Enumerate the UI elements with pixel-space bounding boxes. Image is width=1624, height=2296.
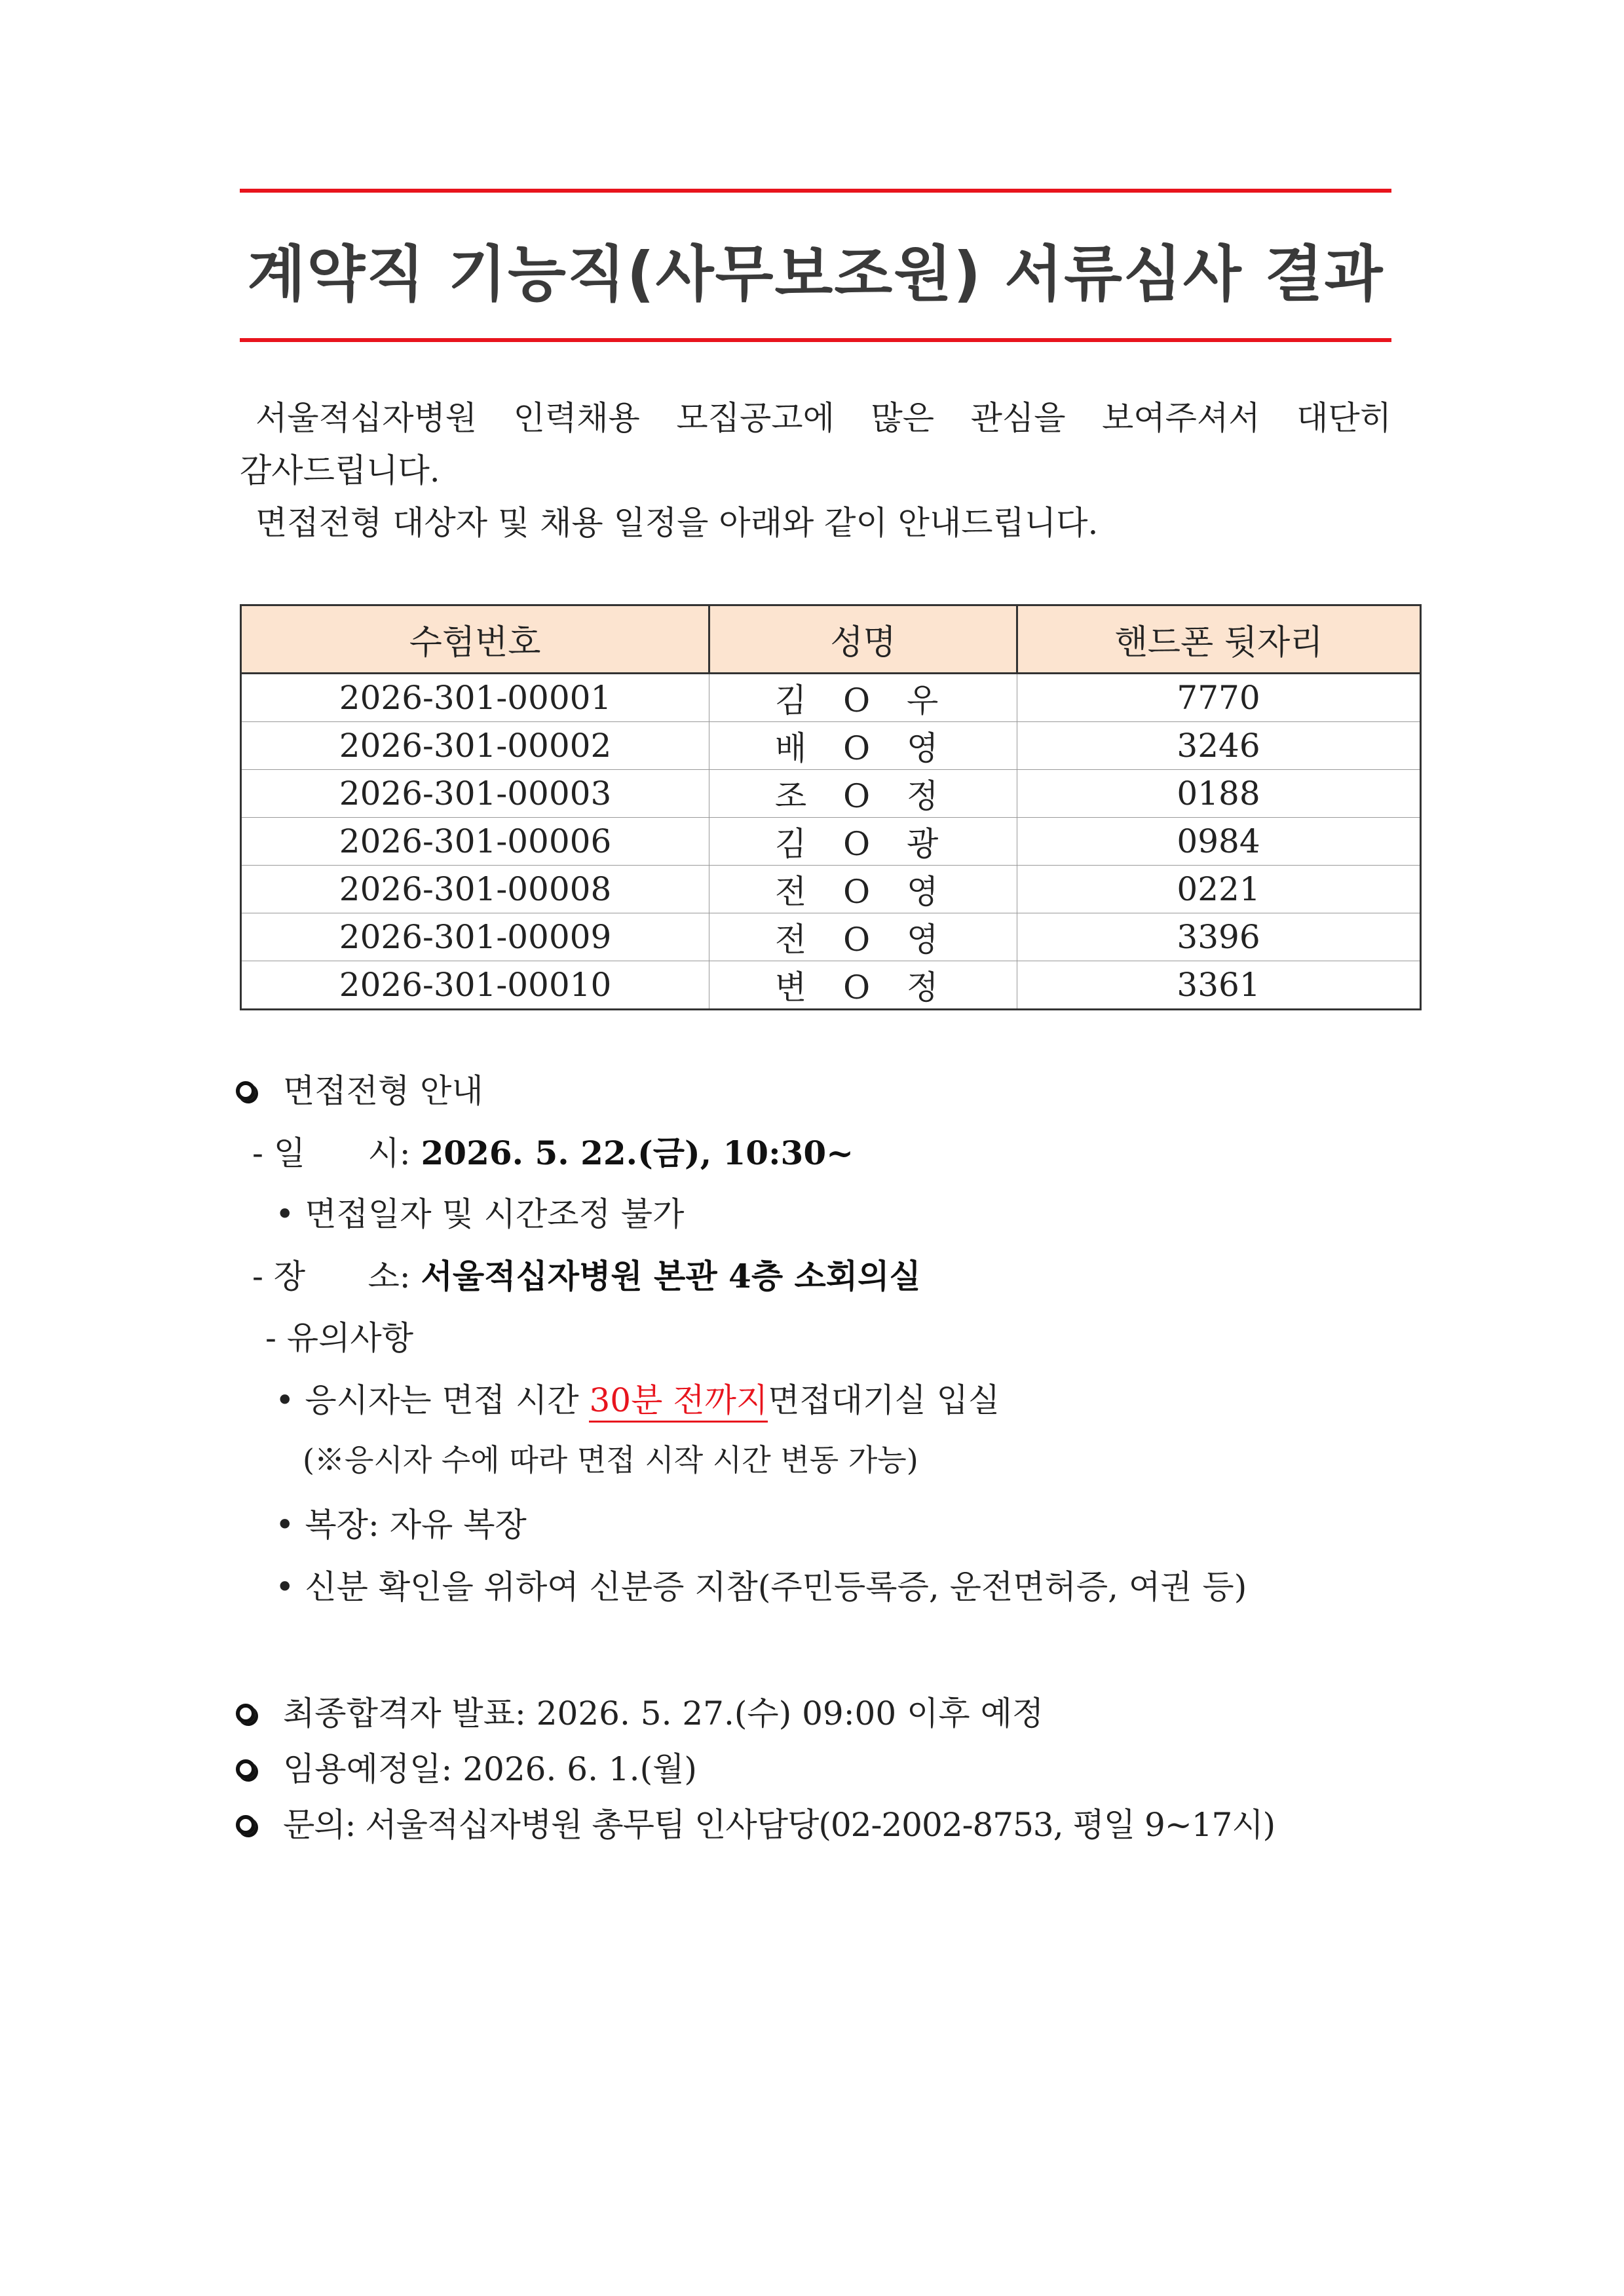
exam-number-cell: 2026-301-00006 xyxy=(241,818,709,866)
exam-number-cell: 2026-301-00001 xyxy=(241,674,709,722)
circle-bullet-icon xyxy=(236,1759,255,1779)
name-cell: 배 O 영 xyxy=(709,722,1017,770)
interview-date-note: • 면접일자 및 시간조정 불가 xyxy=(275,1195,685,1233)
intro-line-3: 면접전형 대상자 및 채용 일정을 아래와 같이 안내드립니다. xyxy=(255,504,1099,542)
table-row xyxy=(241,722,1421,770)
exam-number-cell: 2026-301-00009 xyxy=(241,913,709,961)
document-title: 계약직 기능직(사무보조원) 서류심사 결과 xyxy=(247,239,1384,309)
table-row xyxy=(241,866,1421,913)
header-name: 성명 xyxy=(709,605,1017,674)
phone-cell: 3396 xyxy=(1017,913,1421,961)
title-bottom-rule xyxy=(240,338,1391,342)
note-arrival-sub: (※응시자 수에 따라 면접 시작 시간 변동 가능) xyxy=(303,1442,918,1478)
table-row xyxy=(241,913,1421,961)
final-announcement-text: 최종합격자 발표: 2026. 5. 27.(수) 09:00 이후 예정 xyxy=(283,1694,1044,1732)
notes-heading: - 유의사항 xyxy=(265,1319,413,1357)
interview-date xyxy=(252,1127,854,1174)
place-label: - 장 소: xyxy=(252,1257,411,1295)
exam-number-cell: 2026-301-00002 xyxy=(241,722,709,770)
date-value: 2026. 5. 22.(금), 10:30~ xyxy=(421,1134,854,1172)
note-arrival xyxy=(275,1374,1000,1421)
table-row xyxy=(241,961,1421,1010)
header-exam-number: 수험번호 xyxy=(241,605,709,674)
title-top-rule xyxy=(240,189,1391,193)
phone-cell: 0221 xyxy=(1017,866,1421,913)
header-phone-last-digits: 핸드폰 뒷자리 xyxy=(1017,605,1421,674)
interview-place xyxy=(252,1250,921,1297)
interview-heading xyxy=(236,1065,483,1112)
phone-cell: 3246 xyxy=(1017,722,1421,770)
name-cell: 조 O 정 xyxy=(709,770,1017,818)
intro-line-2: 감사드립니다. xyxy=(240,451,440,489)
table-row xyxy=(241,674,1421,722)
note-arrival-highlight: 30분 전까지 xyxy=(589,1381,768,1423)
note-dress: • 복장: 자유 복장 xyxy=(275,1506,527,1544)
table-header-row xyxy=(241,605,1421,674)
note-id: • 신분 확인을 위하여 신분증 지참(주민등록증, 운전면허증, 여권 등) xyxy=(275,1568,1247,1606)
intro-line-1: 서울적십자병원 인력채용 모집공고에 많은 관심을 보여주셔서 대단히 xyxy=(255,399,1391,437)
circle-bullet-icon xyxy=(236,1815,255,1835)
name-cell: 김 O 우 xyxy=(709,674,1017,722)
phone-cell: 3361 xyxy=(1017,961,1421,1010)
candidate-table xyxy=(240,604,1422,1010)
table-row xyxy=(241,770,1421,818)
exam-number-cell: 2026-301-00010 xyxy=(241,961,709,1010)
exam-number-cell: 2026-301-00003 xyxy=(241,770,709,818)
start-date xyxy=(236,1743,697,1790)
date-label: - 일 시: xyxy=(252,1134,411,1172)
contact xyxy=(236,1799,1275,1846)
start-date-text: 임용예정일: 2026. 6. 1.(월) xyxy=(283,1750,697,1788)
circle-bullet-icon xyxy=(236,1081,255,1101)
final-announcement xyxy=(236,1687,1044,1734)
name-cell: 변 O 정 xyxy=(709,961,1017,1010)
note-arrival-suffix: 면접대기실 입실 xyxy=(768,1381,1000,1419)
exam-number-cell: 2026-301-00008 xyxy=(241,866,709,913)
name-cell: 김 O 광 xyxy=(709,818,1017,866)
phone-cell: 0984 xyxy=(1017,818,1421,866)
phone-cell: 7770 xyxy=(1017,674,1421,722)
name-cell: 전 O 영 xyxy=(709,866,1017,913)
contact-text: 문의: 서울적십자병원 총무팀 인사담당(02-2002-8753, 평일 9~17시) xyxy=(283,1806,1275,1844)
note-arrival-prefix: • 응시자는 면접 시간 xyxy=(275,1381,579,1419)
interview-heading-text: 면접전형 안내 xyxy=(283,1072,483,1110)
phone-cell: 0188 xyxy=(1017,770,1421,818)
circle-bullet-icon xyxy=(236,1704,255,1723)
table-row xyxy=(241,818,1421,866)
name-cell: 전 O 영 xyxy=(709,913,1017,961)
place-value: 서울적십자병원 본관 4층 소회의실 xyxy=(421,1257,921,1295)
